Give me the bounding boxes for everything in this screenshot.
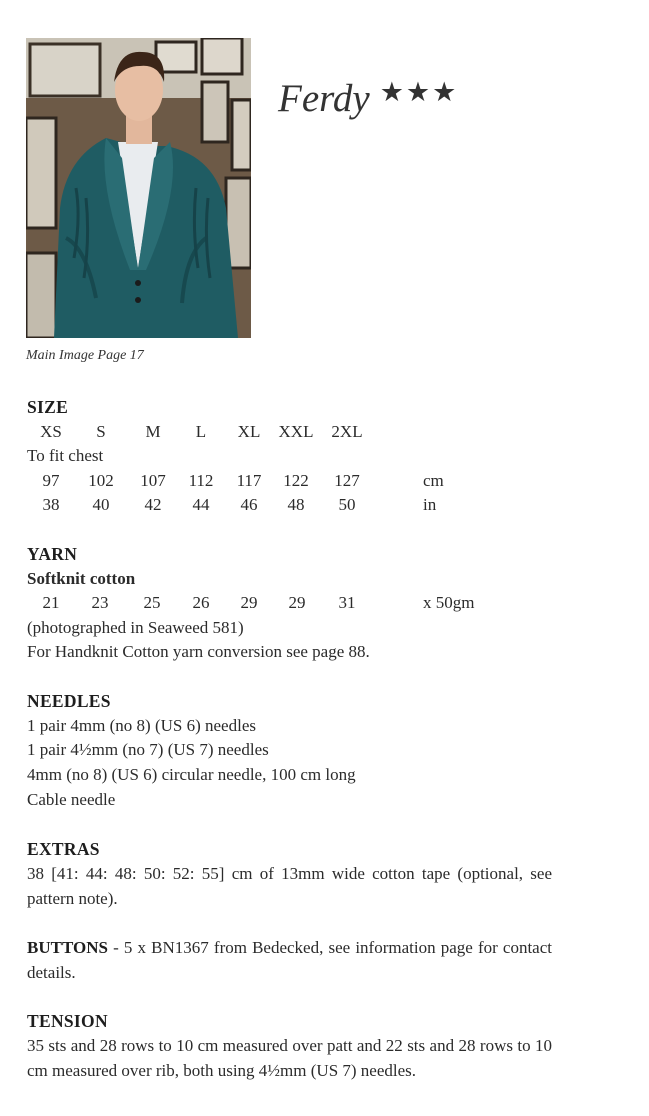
tension-text: 35 sts and 28 rows to 10 cm measured over patt and 22 sts and 28 rows to 10 cm measured over rib, both using 4½mm (US 7) needles. [27, 1036, 552, 1080]
extras-text: 38 [41: 44: 48: 50: 52: 55] cm of 13mm wide cotton tape (optional, see pattern note). [27, 864, 552, 908]
chest-cm-value: 97 [42, 471, 60, 490]
chest-cm-row [0, 471, 600, 493]
size-label: S [96, 422, 106, 441]
needle-item: 1 pair 4mm (no 8) (US 6) needles [27, 716, 256, 735]
chest-in-value: 38 [42, 495, 60, 514]
fit-chest-label: To fit chest [27, 446, 104, 465]
chest-cm-value: 107 [140, 471, 166, 490]
extras-heading: EXTRAS [27, 839, 100, 859]
tension-heading: TENSION [27, 1011, 108, 1031]
in-unit: in [423, 495, 437, 514]
chest-cm-value: 112 [188, 471, 214, 490]
chest-in-value: 40 [92, 495, 110, 514]
difficulty-rating: ★★★ [379, 77, 459, 107]
chest-cm-value: 102 [88, 471, 114, 490]
size-labels-row [0, 422, 600, 444]
yarn-quantity: 31 [338, 593, 356, 612]
size-label: XXL [278, 422, 314, 441]
size-label: L [195, 422, 207, 441]
yarn-quantity: 21 [42, 593, 60, 612]
chest-cm-value: 127 [334, 471, 360, 490]
needle-item: 1 pair 4½mm (no 7) (US 7) needles [27, 740, 269, 759]
yarn-quantity: 23 [91, 593, 109, 612]
size-label: 2XL [331, 422, 363, 441]
chest-cm-value: 117 [236, 471, 262, 490]
chest-in-value: 48 [287, 495, 305, 514]
yarn-quantity-row [0, 593, 600, 615]
yarn-unit: x 50gm [423, 593, 475, 612]
needles-heading: NEEDLES [27, 691, 111, 711]
model-cardigan-illustration [26, 38, 251, 338]
yarn-quantity: 29 [240, 593, 258, 612]
pattern-title [278, 76, 458, 121]
buttons-text: - 5 x BN1367 from Bedecked, see information page for contact details. [27, 938, 552, 982]
yarn-quantity: 25 [143, 593, 161, 612]
size-label: M [145, 422, 161, 441]
cm-unit: cm [423, 471, 444, 490]
buttons-heading: BUTTONS [27, 938, 108, 957]
image-caption: Main Image Page 17 [26, 348, 144, 363]
chest-in-value: 42 [144, 495, 162, 514]
chest-in-value: 44 [192, 495, 210, 514]
chest-cm-value: 122 [283, 471, 309, 490]
yarn-quantity: 29 [288, 593, 306, 612]
chest-in-value: 50 [338, 495, 356, 514]
pattern-name: Ferdy [278, 77, 370, 120]
yarn-name: Softknit cotton [27, 569, 136, 588]
main-photo [26, 38, 251, 338]
size-label: XS [40, 422, 62, 441]
needle-item: Cable needle [27, 790, 116, 809]
yarn-conversion-note: For Handknit Cotton yarn conversion see page 88. [27, 642, 370, 661]
yarn-photographed-note: (photographed in Seaweed 581) [27, 618, 244, 637]
buttons-paragraph [27, 936, 552, 985]
needle-item: 4mm (no 8) (US 6) circular needle, 100 cm long [27, 765, 356, 784]
yarn-heading: YARN [27, 544, 78, 564]
chest-in-value: 46 [240, 495, 258, 514]
size-label: XL [237, 422, 261, 441]
size-heading: SIZE [27, 397, 69, 417]
chest-in-row [0, 495, 600, 517]
yarn-quantity: 26 [192, 593, 210, 612]
